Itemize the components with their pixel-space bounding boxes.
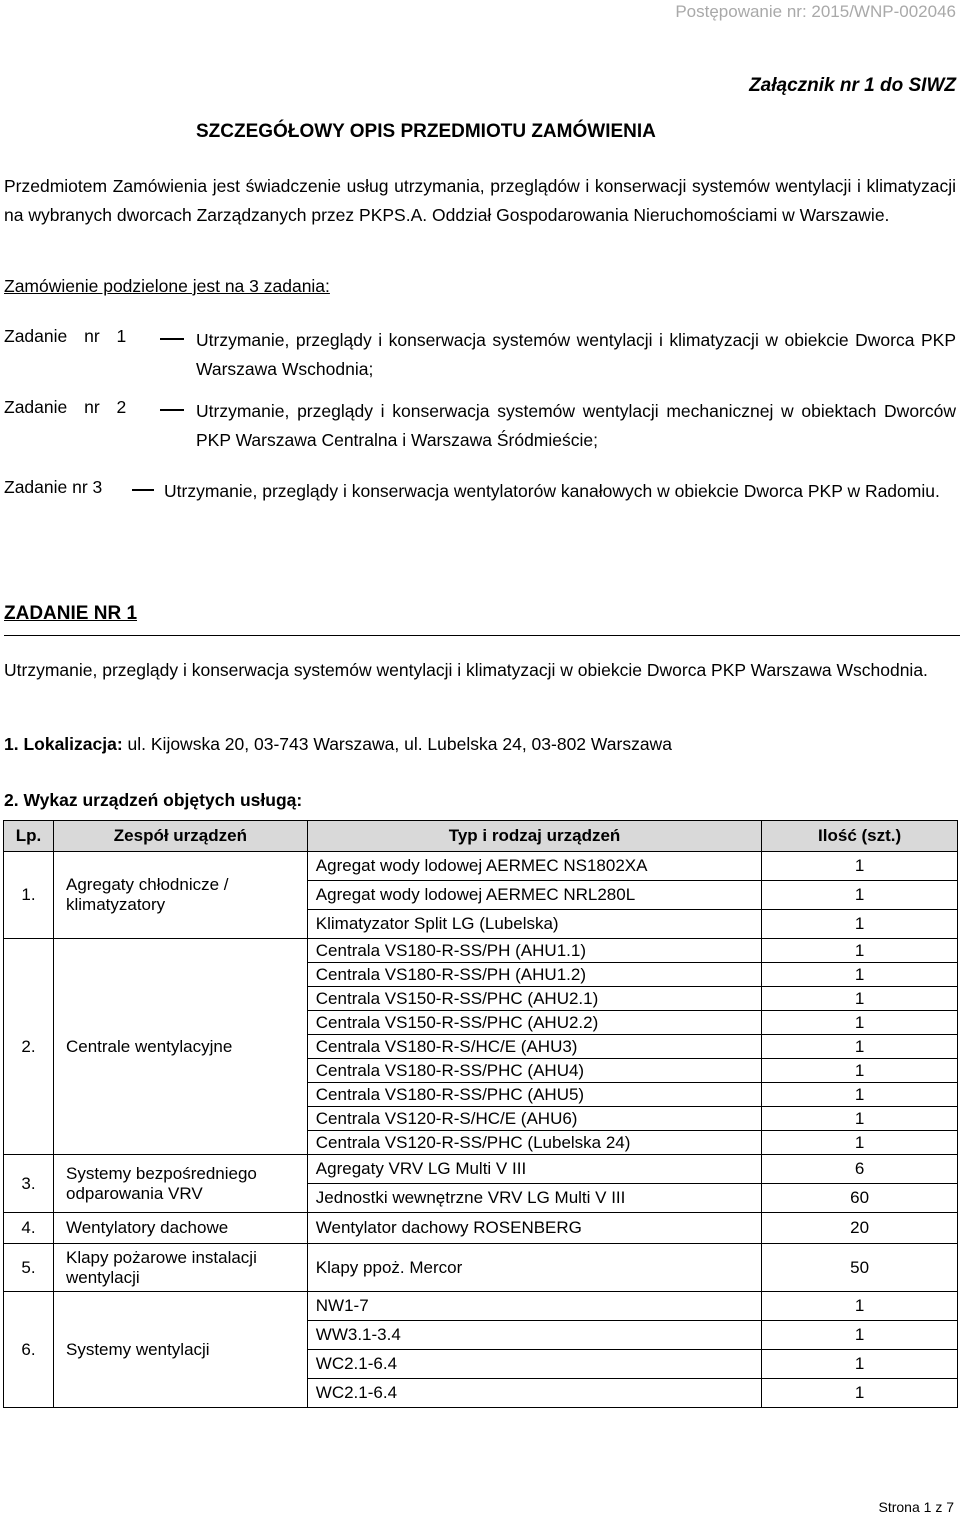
row-type: Agregat wody lodowej AERMEC NRL280L <box>307 881 761 910</box>
row-qty: 6 <box>762 1155 958 1184</box>
row-type: Centrala VS150-R-SS/PHC (AHU2.2) <box>307 1011 761 1035</box>
row-type: Wentylator dachowy ROSENBERG <box>307 1213 761 1244</box>
header-type: Typ i rodzaj urządzeń <box>307 821 761 852</box>
task-3-text: Utrzymanie, przeglądy i konserwacja wentylatorów kanałowych w obiekcie Dworca PKP w Radomiu. <box>164 481 940 501</box>
row-qty: 1 <box>762 1035 958 1059</box>
row-lp: 6. <box>4 1292 54 1408</box>
row-type: WC2.1-6.4 <box>307 1350 761 1379</box>
row-group: Wentylatory dachowe <box>53 1213 307 1244</box>
intro-paragraph: Przedmiotem Zamówienia jest świadczenie usług utrzymania, przeglądów i konserwacji systemów wentylacji i klimatyzacji na wybranych dworcach Zarządzanych przez PKPS.A. Oddział Gospodarowania Nieruchomościami w Warszawie. <box>4 176 956 225</box>
row-qty: 60 <box>762 1184 958 1213</box>
row-qty: 1 <box>762 881 958 910</box>
row-type: NW1-7 <box>307 1292 761 1321</box>
row-lp: 4. <box>4 1213 54 1244</box>
row-lp: 5. <box>4 1244 54 1292</box>
document-title: SZCZEGÓŁOWY OPIS PRZEDMIOTU ZAMÓWIENIA <box>196 121 656 142</box>
row-type: WC2.1-6.4 <box>307 1379 761 1408</box>
task-1-text: Utrzymanie, przeglądy i konserwacja systemów wentylacji i klimatyzacji w obiekcie Dworca PKP Warszawa Wschodnia; <box>196 330 956 379</box>
row-lp: 3. <box>4 1155 54 1213</box>
row-qty: 1 <box>762 1059 958 1083</box>
location-value: ul. Kijowska 20, 03-743 Warszawa, ul. Lubelska 24, 03-802 Warszawa <box>122 734 672 754</box>
header-qty: Ilość (szt.) <box>762 821 958 852</box>
table-row <box>4 1244 958 1292</box>
annex-label: Załącznik nr 1 do SIWZ <box>749 75 956 96</box>
proceeding-reference: Postępowanie nr: 2015/WNP-002046 <box>675 2 956 21</box>
device-list-heading: 2. Wykaz urządzeń objętych usługą: <box>4 790 303 810</box>
row-type: Centrala VS180-R-S/HC/E (AHU3) <box>307 1035 761 1059</box>
table-row <box>4 1155 958 1184</box>
row-qty: 1 <box>762 852 958 881</box>
section-description: Utrzymanie, przeglądy i konserwacja systemów wentylacji i klimatyzacji w obiekcie Dworca PKP Warszawa Wschodnia. <box>4 660 928 680</box>
row-type: Centrala VS120-R-SS/PHC (Lubelska 24) <box>307 1131 761 1155</box>
task-2-text: Utrzymanie, przeglądy i konserwacja systemów wentylacji mechanicznej w obiektach Dworców PKP Warszawa Centralna i Warszawa Śródmieście; <box>196 401 956 450</box>
task-1-dash <box>160 338 184 340</box>
row-qty: 1 <box>762 963 958 987</box>
row-qty: 1 <box>762 1131 958 1155</box>
row-qty: 1 <box>762 987 958 1011</box>
device-table <box>3 820 958 1408</box>
row-qty: 1 <box>762 1107 958 1131</box>
row-type: Centrala VS180-R-SS/PHC (AHU5) <box>307 1083 761 1107</box>
row-type: Centrala VS180-R-SS/PH (AHU1.2) <box>307 963 761 987</box>
row-type: Agregaty VRV LG Multi V III <box>307 1155 761 1184</box>
table-row <box>4 1292 958 1321</box>
table-header-row <box>4 821 958 852</box>
row-type: Centrala VS120-R-S/HC/E (AHU6) <box>307 1107 761 1131</box>
section-divider <box>4 635 960 636</box>
row-type: Jednostki wewnętrzne VRV LG Multi V III <box>307 1184 761 1213</box>
header-group: Zespół urządzeń <box>53 821 307 852</box>
section-heading: ZADANIE NR 1 <box>4 603 138 624</box>
row-type: Centrala VS150-R-SS/PHC (AHU2.1) <box>307 987 761 1011</box>
table-row <box>4 1213 958 1244</box>
row-group: Klapy pożarowe instalacji wentylacji <box>53 1244 307 1292</box>
row-type: WW3.1-3.4 <box>307 1321 761 1350</box>
row-qty: 1 <box>762 939 958 963</box>
task-2-dash <box>160 409 184 411</box>
location-label: 1. Lokalizacja: <box>4 734 123 754</box>
row-qty: 1 <box>762 1379 958 1408</box>
row-qty: 1 <box>762 1292 958 1321</box>
tasks-heading: Zamówienie podzielone jest na 3 zadania: <box>4 276 330 296</box>
row-group: Agregaty chłodnicze / klimatyzatory <box>53 852 307 939</box>
page-number: Strona 1 z 7 <box>878 1499 954 1515</box>
row-type: Centrala VS180-R-SS/PH (AHU1.1) <box>307 939 761 963</box>
table-row <box>4 939 958 963</box>
row-qty: 1 <box>762 1321 958 1350</box>
row-type: Klimatyzator Split LG (Lubelska) <box>307 910 761 939</box>
task-1-label: Zadanie nr 1 <box>4 326 127 346</box>
table-row <box>4 852 958 881</box>
row-group: Systemy bezpośredniego odparowania VRV <box>53 1155 307 1213</box>
row-group: Centrale wentylacyjne <box>53 939 307 1155</box>
header-lp: Lp. <box>4 821 54 852</box>
task-3-label: Zadanie nr 3 <box>4 477 103 497</box>
row-qty: 1 <box>762 1350 958 1379</box>
row-qty: 1 <box>762 1011 958 1035</box>
row-type: Klapy ppoż. Mercor <box>307 1244 761 1292</box>
device-table-body <box>4 852 958 1408</box>
task-2-label: Zadanie nr 2 <box>4 397 127 417</box>
row-lp: 2. <box>4 939 54 1155</box>
row-type: Agregat wody lodowej AERMEC NS1802XA <box>307 852 761 881</box>
row-qty: 20 <box>762 1213 958 1244</box>
row-type: Centrala VS180-R-SS/PHC (AHU4) <box>307 1059 761 1083</box>
row-qty: 1 <box>762 1083 958 1107</box>
row-group: Systemy wentylacji <box>53 1292 307 1408</box>
row-qty: 50 <box>762 1244 958 1292</box>
location-line <box>4 734 672 755</box>
row-qty: 1 <box>762 910 958 939</box>
task-3-dash <box>132 489 154 491</box>
row-lp: 1. <box>4 852 54 939</box>
